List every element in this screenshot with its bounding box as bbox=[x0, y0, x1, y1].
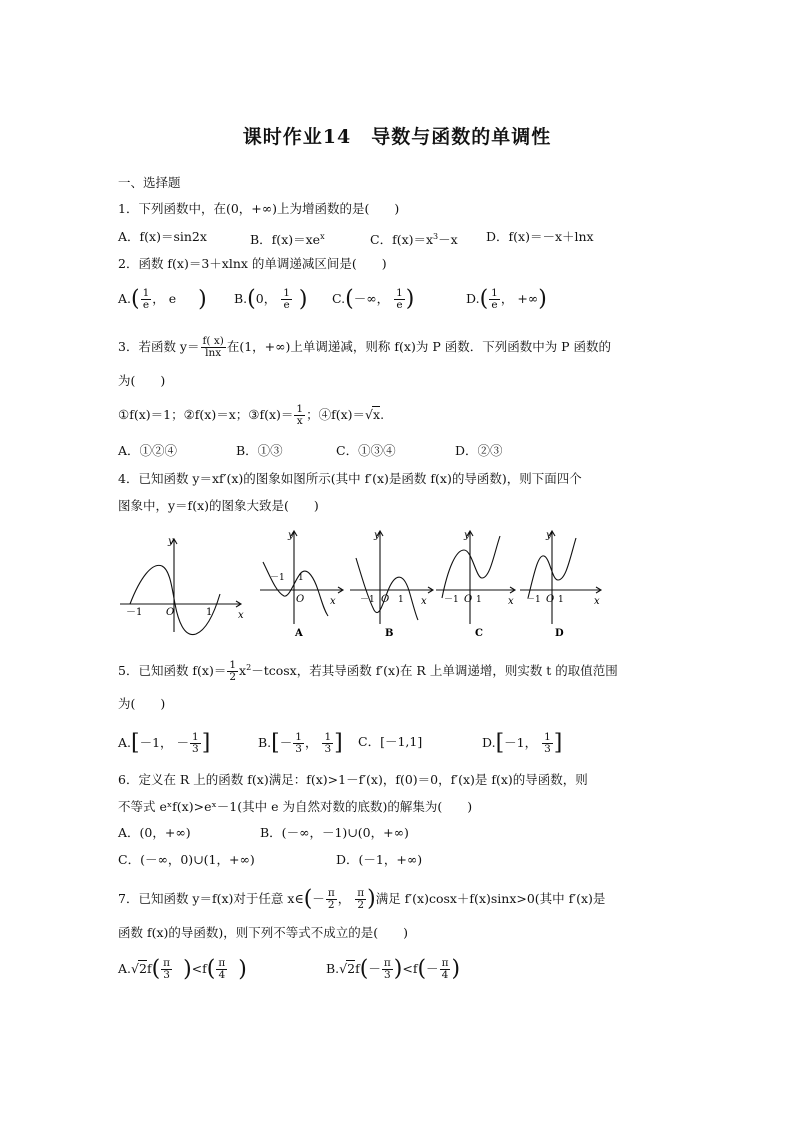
section-heading: 一、选择题 bbox=[118, 175, 181, 190]
q4-c-label: C bbox=[475, 628, 483, 639]
q7-b-sqrt: 2 bbox=[347, 961, 356, 976]
q5-b-comma: ， bbox=[304, 735, 322, 750]
q5-b-label: B. bbox=[258, 735, 272, 750]
q3-items-end: . bbox=[380, 407, 385, 422]
q7-a-frac2: $\frac{\pi}{4}$ bbox=[218, 957, 226, 981]
q6-stem-line2: 不等式 eˣf(x)>eˣ－1(其中 e 为自然对数的底数)的解集为( ) bbox=[118, 799, 473, 814]
q6-option-d[interactable]: D．(－1，+∞) bbox=[336, 852, 423, 867]
q5-b-frac2: $\frac{1}{3}$ bbox=[324, 731, 332, 755]
q2-b-head: 0， bbox=[255, 291, 281, 306]
q4-given-y: y bbox=[168, 536, 174, 547]
q4-c-o: O bbox=[464, 594, 473, 605]
q1-c-post: －x bbox=[438, 232, 458, 248]
q4-d-y: y bbox=[546, 530, 552, 541]
q2-a-tail: ， e bbox=[152, 291, 177, 306]
q4-c-one: 1 bbox=[476, 595, 482, 605]
q4-graph-d[interactable] bbox=[520, 531, 601, 624]
q3-pre: 3．若函数 y＝ bbox=[118, 339, 200, 354]
q4-given-graph bbox=[120, 539, 241, 635]
q2-c-head: －∞， bbox=[353, 291, 394, 306]
q3-option-d[interactable]: D．②③ bbox=[455, 443, 503, 458]
q2-option-d[interactable]: D.( $\frac{1}{e}$ ， +∞) bbox=[466, 286, 547, 312]
q2-stem: 2．函数 f(x)＝3＋xlnx 的单调递减区间是( ) bbox=[118, 256, 387, 271]
q5-frac: $\frac{1}{2}$ bbox=[229, 659, 237, 684]
q2-a-frac: $\frac{1}{e}$ bbox=[142, 287, 150, 311]
q7-pre: 7．已知函数 y＝f(x)对于任意 x∈ bbox=[118, 891, 304, 906]
q4-graph-b[interactable] bbox=[350, 531, 433, 624]
q4-c-neg1: －1 bbox=[444, 595, 459, 605]
q4-graph-c[interactable] bbox=[436, 531, 515, 624]
q7-b-lt: <f bbox=[402, 961, 418, 976]
q7-b-f: f bbox=[355, 961, 360, 976]
q5-stem bbox=[118, 660, 618, 683]
q3-option-a[interactable]: A．①②④ bbox=[118, 443, 178, 458]
q4-a-o: O bbox=[296, 594, 305, 605]
q3-items-mid: ；④f(x)＝ bbox=[306, 407, 366, 422]
q4-b-one: 1 bbox=[398, 595, 404, 605]
q4-d-o: O bbox=[546, 594, 555, 605]
q4-a-y: y bbox=[288, 530, 294, 541]
q3-items-pre: ①f(x)＝1；②f(x)＝x；③f(x)＝ bbox=[118, 407, 294, 422]
q5-b-frac1: $\frac{1}{3}$ bbox=[295, 731, 302, 755]
q7-a-f: f bbox=[146, 961, 152, 976]
q4-b-label: B bbox=[385, 628, 394, 639]
q1-option-b[interactable] bbox=[250, 229, 325, 248]
q5-sup: 2 bbox=[246, 663, 252, 672]
q4-figures bbox=[118, 528, 618, 643]
q2-option-c[interactable]: C.(－∞， $\frac{1}{e}$ ) bbox=[332, 286, 415, 312]
page-title: 课时作业14 导数与函数的单调性 bbox=[242, 126, 552, 148]
q7-neg: － bbox=[312, 891, 325, 906]
q7-b-frac: $\frac{\pi}{3}$ bbox=[383, 957, 391, 981]
q7-comma: ， bbox=[337, 891, 355, 906]
q5-pre: 5．已知函数 f(x)＝ bbox=[118, 663, 227, 679]
q5-d-frac: $\frac{1}{3}$ bbox=[544, 731, 551, 755]
q1-stem: 1．下列函数中，在(0，+∞)上为增函数的是( ) bbox=[118, 201, 400, 216]
q3-post: 在(1，+∞)上单调递减，则称 f(x)为 P 函数．下列函数中为 P 函数的 bbox=[226, 339, 612, 354]
q1-b-sup: x bbox=[320, 232, 325, 241]
q1-c-sup: 3 bbox=[433, 232, 439, 241]
q4-stem-line1: 4．已知函数 y＝xf′(x)的图象如图所示(其中 f′(x)是函数 f(x)的导函数)，则下面四个 bbox=[118, 471, 582, 486]
q2-a-label: A. bbox=[118, 291, 132, 306]
q7-frac2: $\frac{\pi}{2}$ bbox=[357, 887, 365, 911]
q5-stem-line2: 为( ) bbox=[118, 696, 166, 711]
q2-b-frac: $\frac{1}{e}$ bbox=[283, 287, 290, 311]
q2-option-a[interactable]: A.( $\frac{1}{e}$ ， e ) bbox=[118, 286, 207, 312]
q5-b-head: － bbox=[279, 735, 293, 750]
q7-option-a[interactable]: A.√2f( $\frac{\pi}{3}$ )<f( $\frac{\pi}{4}$ ) bbox=[118, 956, 247, 982]
q4-d-x: x bbox=[594, 596, 600, 607]
q4-given-neg1: －1 bbox=[126, 607, 143, 618]
q4-given-o: O bbox=[166, 607, 175, 618]
q4-d-neg1: －1 bbox=[526, 595, 541, 605]
q5-a-label: A. bbox=[118, 735, 132, 750]
q5-post: －tcosx，若其导函数 f′(x)在 R 上单调递增，则实数 t 的取值范围 bbox=[251, 663, 618, 679]
q2-d-label: D. bbox=[466, 291, 480, 306]
q3-option-c[interactable]: C．①③④ bbox=[336, 443, 396, 458]
q6-option-b[interactable]: B．(－∞，－1)∪(0，+∞) bbox=[260, 825, 409, 840]
q3-stem-line2: 为( ) bbox=[118, 373, 166, 388]
q7-option-b[interactable]: B.√2f(－ $\frac{\pi}{3}$ )<f(－ $\frac{\pi}{4}$ ) bbox=[326, 956, 461, 982]
q3-items: ①f(x)＝1；②f(x)＝x；③f(x)＝ $\frac{1}{x}$ ；④f(x)＝√x. bbox=[118, 403, 385, 427]
q2-option-b[interactable]: B.(0， $\frac{1}{e}$ ) bbox=[234, 286, 308, 312]
q4-b-x: x bbox=[421, 596, 427, 607]
q1-c-text: C．f(x)＝x bbox=[370, 232, 434, 248]
q1-option-d[interactable]: D．f(x)＝－x＋lnx bbox=[486, 229, 594, 244]
q5-d-label: D. bbox=[482, 735, 496, 750]
q4-b-y: y bbox=[374, 530, 380, 541]
q1-option-c[interactable] bbox=[370, 229, 458, 248]
q4-given-one: 1 bbox=[206, 607, 213, 618]
q7-post: 满足 f′(x)cosx＋f(x)sinx>0(其中 f′(x)是 bbox=[375, 891, 606, 906]
q4-d-one: 1 bbox=[558, 595, 564, 605]
q4-d-label: D bbox=[555, 628, 564, 639]
q4-c-x: x bbox=[508, 596, 514, 607]
q2-d-frac: $\frac{1}{e}$ bbox=[491, 287, 498, 311]
q5-option-b[interactable]: B.[－ $\frac{1}{3}$ ， $\frac{1}{3}$ ] bbox=[258, 730, 343, 756]
q3-sqrt: x bbox=[373, 407, 381, 422]
q2-d-tail: ， +∞ bbox=[500, 291, 539, 306]
q4-a-neg1: －1 bbox=[270, 573, 285, 583]
q5-option-d[interactable]: D.[－1， $\frac{1}{3}$ ] bbox=[482, 730, 563, 756]
q5-mid: x bbox=[239, 663, 247, 679]
q7-a-lt: <f bbox=[191, 961, 207, 976]
q4-c-y: y bbox=[464, 530, 470, 541]
q4-b-neg1: －1 bbox=[360, 595, 375, 605]
q7-a-label: A. bbox=[118, 961, 132, 976]
q6-stem-line1: 6．定义在 R 上的函数 f(x)满足：f(x)>1－f′(x)，f(0)＝0，f′(x)是 f(x)的导函数，则 bbox=[118, 772, 588, 787]
q4-b-o: O bbox=[381, 594, 390, 605]
q7-b-label: B. bbox=[326, 961, 340, 976]
q5-option-c[interactable]: C．[－1,1] bbox=[358, 734, 423, 749]
q5-option-a[interactable]: A.[－1， － $\frac{1}{3}$ ] bbox=[118, 730, 211, 756]
q3-frac: $\frac{f( x)}{\ln x}$ bbox=[202, 335, 224, 359]
q3-stem bbox=[118, 336, 611, 359]
q3-option-b[interactable]: B．①③ bbox=[236, 443, 283, 458]
q1-option-a[interactable]: A．f(x)＝sin2x bbox=[118, 229, 207, 244]
q7-a-sqrt: 2 bbox=[138, 961, 147, 976]
q7-stem: 7．已知函数 y＝f(x)对于任意 x∈(－ $\frac{\pi}{2}$ ， $\frac{\pi}{2}$ )满足 f′(x)cosx＋f(x)sinx>0(其中 f′(x)是 bbox=[118, 886, 606, 912]
q3-items-frac: $\frac{1}{x}$ bbox=[296, 403, 304, 427]
q7-a-frac: $\frac{\pi}{3}$ bbox=[163, 957, 171, 981]
q7-frac1: $\frac{\pi}{2}$ bbox=[327, 887, 335, 911]
q7-b-frac2: $\frac{\pi}{4}$ bbox=[441, 957, 449, 981]
q4-a-x: x bbox=[330, 596, 336, 607]
q5-d-head: －1， bbox=[504, 735, 542, 750]
q2-b-label: B. bbox=[234, 291, 248, 306]
q4-a-one: 1 bbox=[298, 573, 304, 583]
q6-option-a[interactable]: A．(0，+∞) bbox=[118, 825, 191, 840]
q4-a-label: A bbox=[295, 628, 303, 639]
q7-stem-line2: 函数 f(x)的导函数)，则下列不等式不成立的是( ) bbox=[118, 925, 409, 940]
q4-given-x: x bbox=[238, 610, 244, 621]
q6-option-c[interactable]: C．(－∞，0)∪(1，+∞) bbox=[118, 852, 255, 867]
q5-a-head: －1， － bbox=[139, 735, 190, 750]
q4-stem-line2: 图象中，y＝f(x)的图象大致是( ) bbox=[118, 498, 319, 513]
q5-a-frac: $\frac{1}{3}$ bbox=[192, 731, 199, 755]
q1-b-text: B．f(x)＝xe bbox=[250, 232, 321, 248]
q2-c-frac: $\frac{1}{e}$ bbox=[396, 287, 403, 311]
q2-c-label: C. bbox=[332, 291, 346, 306]
